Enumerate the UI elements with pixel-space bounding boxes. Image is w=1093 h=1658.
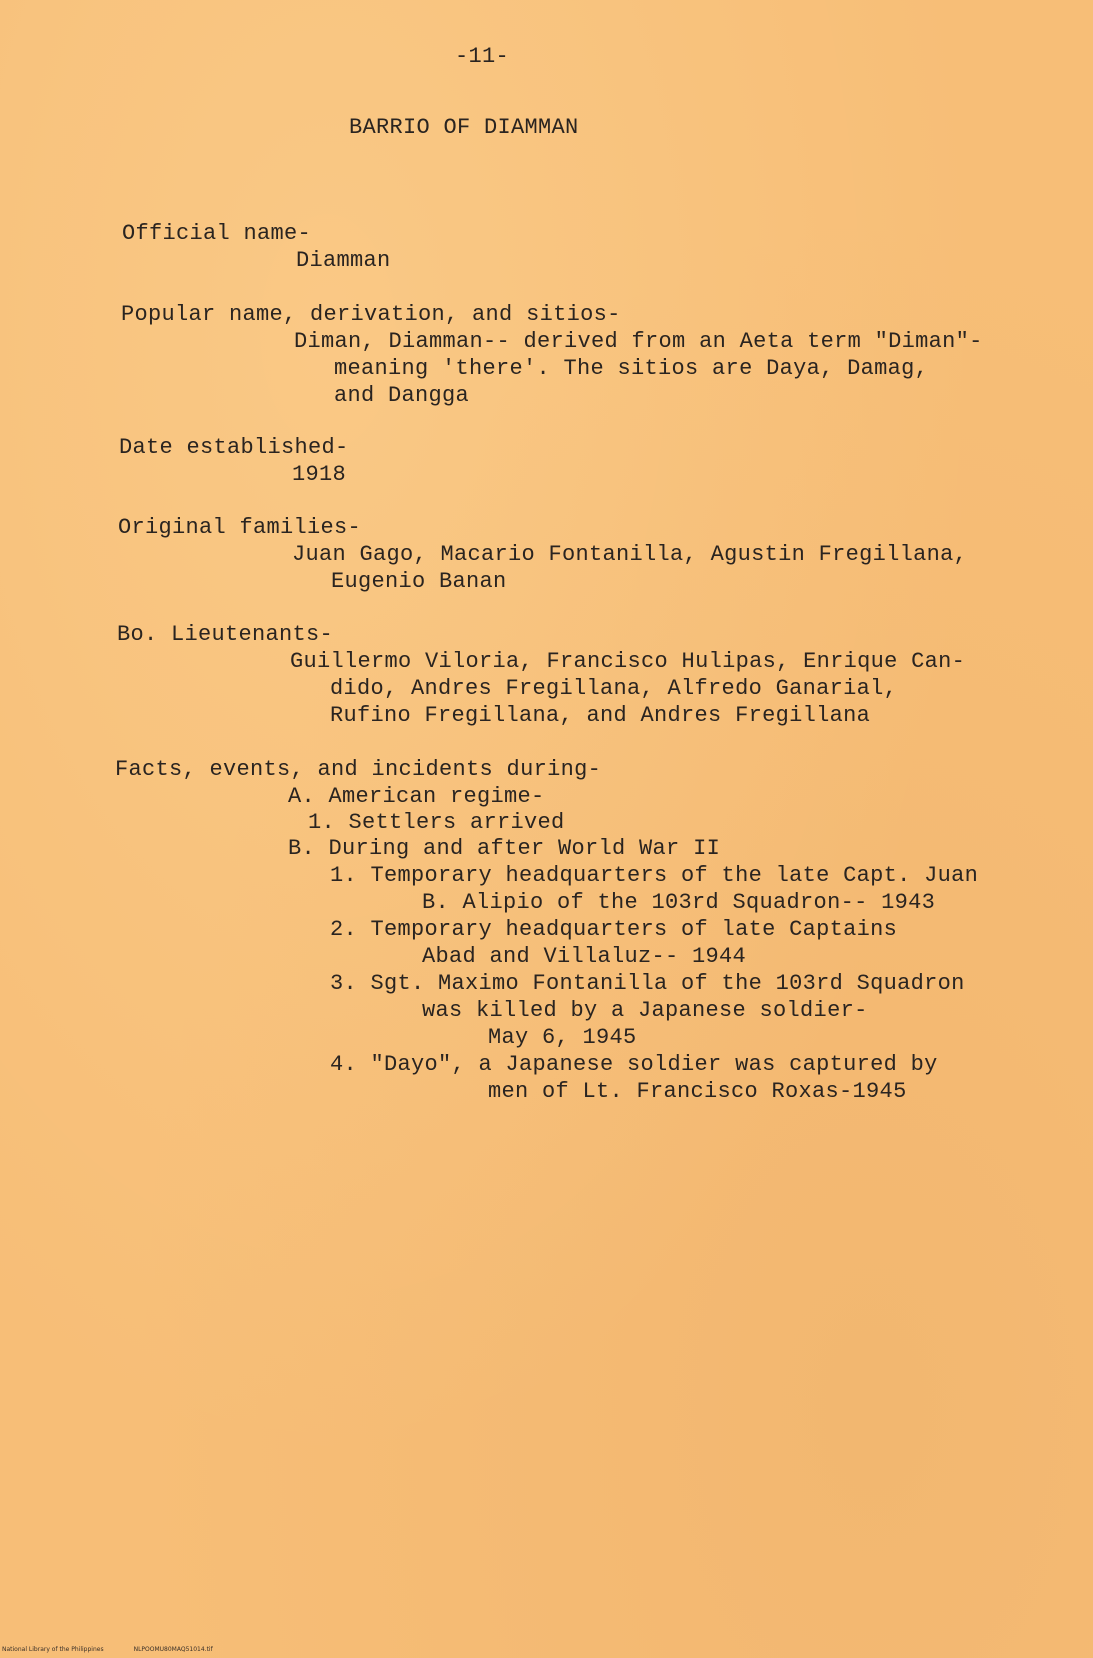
- scan-footer: [2, 1646, 243, 1654]
- footer-library: National Library of the Philippines: [2, 1646, 104, 1653]
- list-item: B. Alipio of the 103rd Squadron-- 1943: [422, 890, 936, 915]
- list-item: 2. Temporary headquarters of late Captains: [330, 917, 898, 942]
- list-item: was killed by a Japanese soldier-: [422, 998, 868, 1023]
- footer-file-id: NLPOOMU80MAQ51014.tif: [133, 1646, 213, 1653]
- section-value: and Dangga: [334, 383, 470, 408]
- list-item: 1. Temporary headquarters of the late Capt. Juan: [330, 863, 979, 888]
- section-value: Diman, Diamman-- derived from an Aeta term "Diman"-: [294, 329, 983, 354]
- section-value: 1918: [292, 462, 347, 487]
- section-label-facts-events: Facts, events, and incidents during-: [115, 757, 602, 782]
- list-item: Abad and Villaluz-- 1944: [422, 944, 747, 969]
- section-label-date-established: Date established-: [119, 435, 349, 460]
- section-label-bo-lieutenants: Bo. Lieutenants-: [117, 622, 334, 647]
- list-item: 1. Settlers arrived: [308, 810, 565, 835]
- section-value: meaning 'there'. The sitios are Daya, Damag,: [334, 356, 929, 381]
- list-item: 3. Sgt. Maximo Fontanilla of the 103rd Squadron: [330, 971, 965, 996]
- list-item: A. American regime-: [288, 784, 545, 809]
- section-value: Eugenio Banan: [331, 569, 507, 594]
- list-item: men of Lt. Francisco Roxas-1945: [488, 1079, 907, 1104]
- section-label-official-name: Official name-: [122, 221, 312, 246]
- list-item: 4. "Dayo", a Japanese soldier was captured by: [330, 1052, 938, 1077]
- list-item: B. During and after World War II: [288, 836, 721, 861]
- section-value: Guillermo Viloria, Francisco Hulipas, Enrique Can-: [290, 649, 966, 674]
- page-title: BARRIO OF DIAMMAN: [349, 115, 579, 140]
- section-value: Rufino Fregillana, and Andres Fregillana: [330, 703, 871, 728]
- section-value: Diamman: [296, 248, 391, 273]
- list-item: May 6, 1945: [488, 1025, 637, 1050]
- section-value: dido, Andres Fregillana, Alfredo Ganarial,: [330, 676, 898, 701]
- section-label-popular-name: Popular name, derivation, and sitios-: [121, 302, 621, 327]
- section-value: Juan Gago, Macario Fontanilla, Agustin Fregillana,: [292, 542, 968, 567]
- page-number: -11-: [455, 44, 510, 69]
- section-label-original-families: Original families-: [118, 515, 362, 540]
